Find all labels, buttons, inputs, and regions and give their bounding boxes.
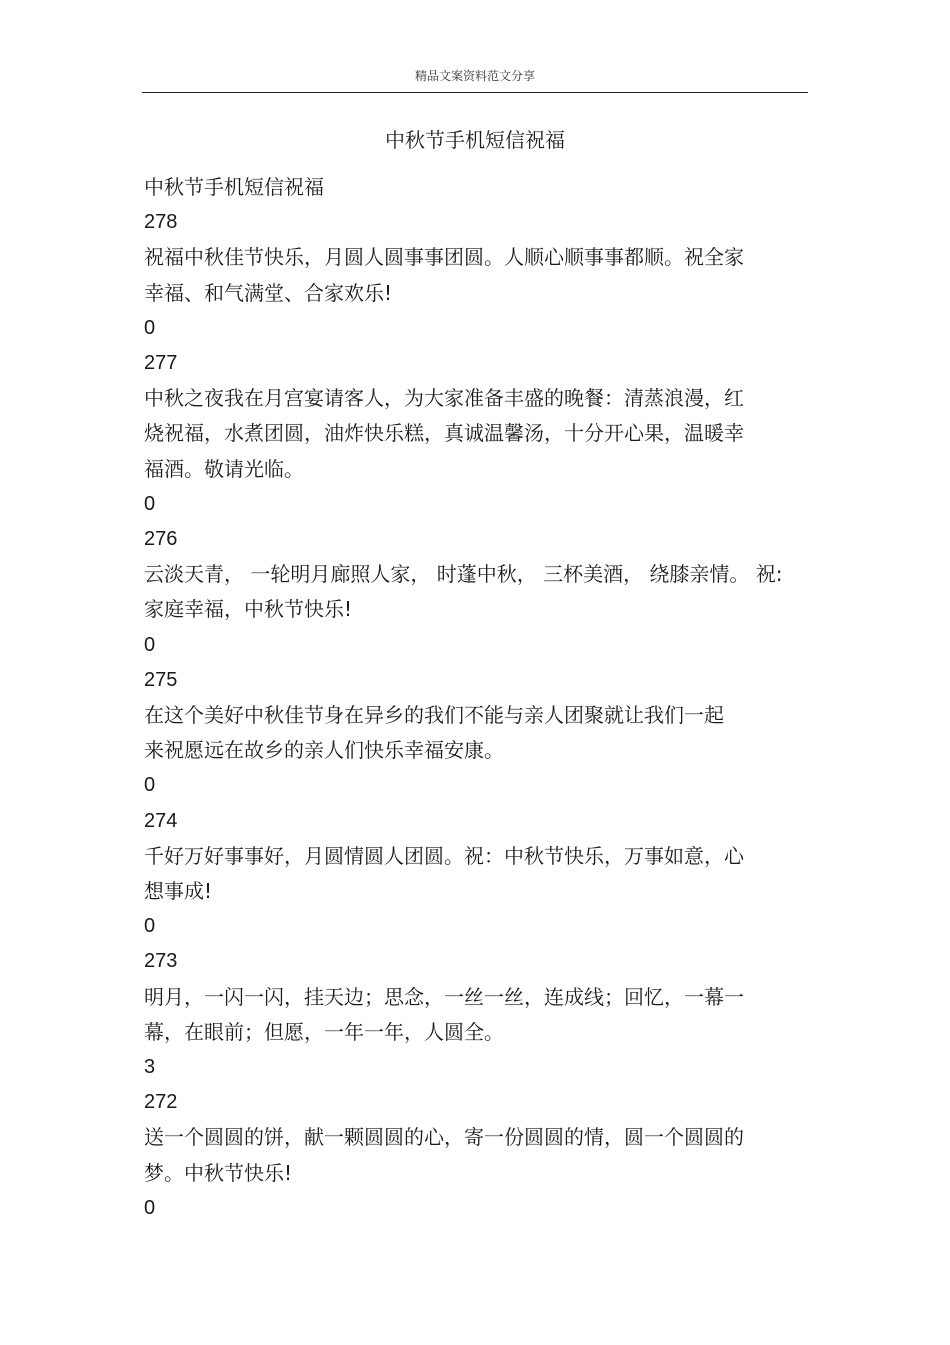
entry-id: 274 xyxy=(144,809,178,832)
running-title: 精品文案资料范文分享 xyxy=(414,69,535,83)
entry-text-line: 家庭幸福，中秋节快乐! xyxy=(144,597,353,622)
document-subtitle: 中秋节手机短信祝福 xyxy=(144,175,324,199)
entry-text-line: 送一个圆圆的饼，献一颗圆圆的心，寄一份圆圆的情，圆一个圆圆的 xyxy=(144,1125,744,1150)
entry-id: 276 xyxy=(144,528,178,551)
entry xyxy=(144,804,804,945)
entry-text-line: 中秋之夜我在月宫宴请客人，为大家准备丰盛的晚餐：清蒸浪漫，红 xyxy=(144,386,744,411)
entry-id: 273 xyxy=(144,950,178,973)
entry xyxy=(144,205,804,346)
entry-count: 0 xyxy=(144,774,156,797)
document-body xyxy=(144,170,804,1226)
entry-count: 0 xyxy=(144,1196,156,1219)
entry-text-line: 祝福中秋佳节快乐，月圆人圆事事团圆。人顺心顺事事都顺。祝全家 xyxy=(144,245,744,270)
entry xyxy=(144,346,804,522)
entry-text-line: 梦。中秋节快乐! xyxy=(144,1160,293,1185)
entry-count: 0 xyxy=(144,492,156,515)
entry-id: 275 xyxy=(144,668,178,691)
entry-count: 0 xyxy=(144,915,156,938)
entry-text-line: 福酒。敬请光临。 xyxy=(144,456,304,481)
entry xyxy=(144,944,804,1085)
entry-id: 277 xyxy=(144,352,178,375)
entry-count: 0 xyxy=(144,316,156,339)
entry-text-line: 来祝愿远在故乡的亲人们快乐幸福安康。 xyxy=(144,738,504,763)
entry-id: 278 xyxy=(144,211,178,234)
entry xyxy=(144,663,804,804)
entry-text-line: 明月，一闪一闪，挂天边；思念，一丝一丝，连成线；回忆，一幕一 xyxy=(144,984,744,1009)
page-header xyxy=(142,62,808,93)
entry-text-line: 幕，在眼前；但愿，一年一年，人圆全。 xyxy=(144,1019,504,1044)
entry-id: 272 xyxy=(144,1091,178,1114)
entry-text-line: 幸福、和气满堂、合家欢乐! xyxy=(144,280,393,305)
entry-text-line: 在这个美好中秋佳节身在异乡的我们不能与亲人团聚就让我们一起 xyxy=(144,703,724,728)
entry-count: 3 xyxy=(144,1056,156,1079)
entry-text-line: 云淡天青， 一轮明月廊照人家， 时蓬中秋， 三杯美酒， 绕膝亲情。 祝: xyxy=(144,562,783,587)
entry xyxy=(144,1085,804,1226)
entry xyxy=(144,522,804,663)
entry-text-line: 想事成! xyxy=(144,879,213,904)
entry-text-line: 千好万好事事好，月圆情圆人团圆。祝：中秋节快乐，万事如意，心 xyxy=(144,843,744,868)
document-title: 中秋节手机短信祝福 xyxy=(385,128,565,152)
entry-count: 0 xyxy=(144,633,156,656)
entry-text-line: 烧祝福，水煮团圆，油炸快乐糕，真诚温馨汤，十分开心果，温暖幸 xyxy=(144,421,744,446)
